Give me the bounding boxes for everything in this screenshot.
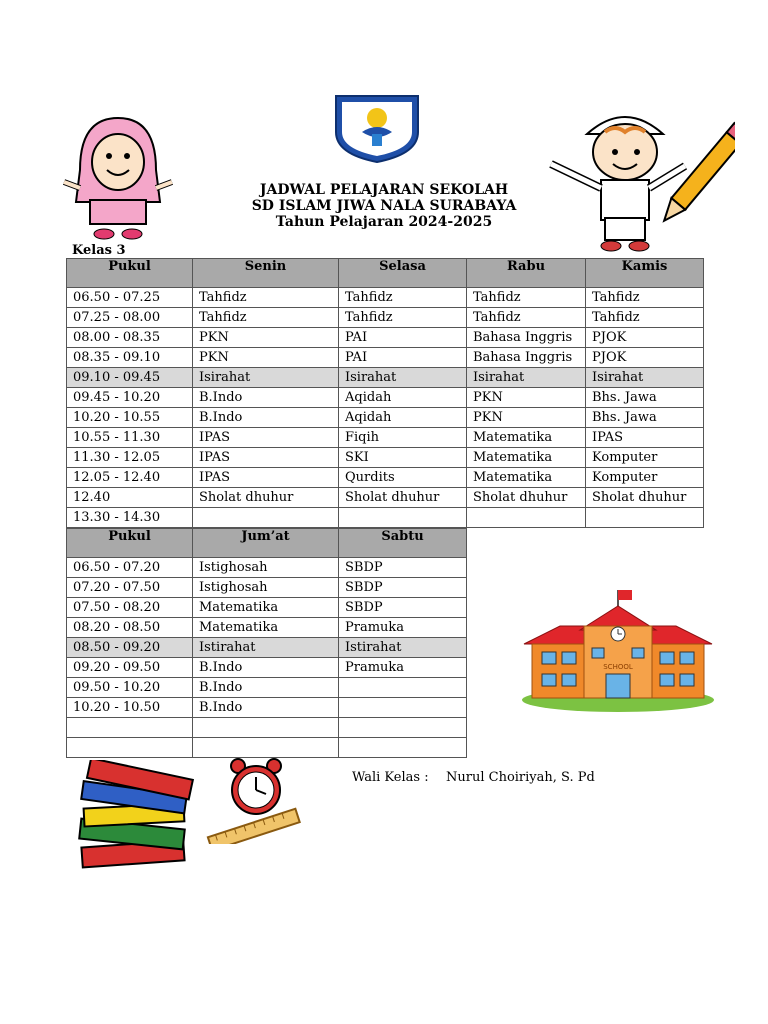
header-sabtu: Sabtu [339,529,467,558]
header-jumat: Jum’at [193,529,339,558]
table-cell: Matematika [467,468,586,488]
table-cell: Sholat dhuhur [339,488,467,508]
time-cell: 12.40 [67,488,193,508]
table-cell [586,508,704,528]
table-row [67,328,704,348]
table-cell: Tahfidz [586,308,704,328]
time-cell: 07.20 - 07.50 [67,578,193,598]
time-cell: 08.20 - 08.50 [67,618,193,638]
table-cell: SKI [339,448,467,468]
header-rabu: Rabu [467,259,586,288]
books-stack-illustration [76,760,202,870]
table-row [67,448,704,468]
table-cell: Bahasa Inggris [467,348,586,368]
table-cell: Tahfidz [467,288,586,308]
boy-cartoon-illustration [545,104,735,256]
table-row [67,508,704,528]
table-cell: B.Indo [193,658,339,678]
school-name: SD ISLAM JIWA NALA SURABAYA [251,198,517,214]
table-cell: PJOK [586,348,704,368]
table-cell: Istighosah [193,558,339,578]
table-cell: PJOK [586,328,704,348]
table-row [67,698,467,718]
table-cell: Bahasa Inggris [467,328,586,348]
table-cell: PKN [193,328,339,348]
table-row [67,738,467,758]
table-cell: Isirahat [467,368,586,388]
school-sign-text: SCHOOL [603,663,633,671]
table-cell [339,508,467,528]
table-row [67,408,704,428]
time-cell [67,738,193,758]
table-cell: Istirahat [193,638,339,658]
table-cell: Isirahat [193,368,339,388]
table-cell [339,718,467,738]
table-cell: Bhs. Jawa [586,388,704,408]
time-cell: 08.00 - 08.35 [67,328,193,348]
table-row [67,598,467,618]
table-cell: Qurdits [339,468,467,488]
school-building-illustration [520,586,716,714]
table-cell: IPAS [193,428,339,448]
table-row [67,308,704,328]
table-cell: SBDP [339,598,467,618]
time-cell: 10.20 - 10.50 [67,698,193,718]
header-selasa: Selasa [339,259,467,288]
header-kamis: Kamis [586,259,704,288]
table-header-row [67,259,704,288]
table-cell: Tahfidz [339,288,467,308]
table-cell: PKN [193,348,339,368]
school-emblem-logo [332,92,422,164]
time-cell: 07.50 - 08.20 [67,598,193,618]
table-cell: Istirahat [339,638,467,658]
table-cell [193,508,339,528]
table-row [67,348,704,368]
time-cell: 09.45 - 10.20 [67,388,193,408]
table-cell: B.Indo [193,408,339,428]
table-cell: B.Indo [193,698,339,718]
time-cell: 06.50 - 07.20 [67,558,193,578]
schedule-title: JADWAL PELAJARAN SEKOLAH [259,182,509,198]
table-cell: Matematika [193,598,339,618]
time-cell: 06.50 - 07.25 [67,288,193,308]
header-pukul: Pukul [67,259,193,288]
table-cell: Komputer [586,448,704,468]
break-row [67,368,704,388]
time-cell: 09.20 - 09.50 [67,658,193,678]
table-cell [339,678,467,698]
table-cell: Isirahat [586,368,704,388]
wali-kelas-name: Nurul Choiriyah, S. Pd [446,770,595,785]
table-cell [467,508,586,528]
table-cell: Tahfidz [467,308,586,328]
table-row [67,558,467,578]
table-cell: PKN [467,388,586,408]
table-cell: PAI [339,348,467,368]
break-row [67,638,467,658]
table-cell: IPAS [586,428,704,448]
alarm-clock-ruler-illustration [206,758,302,844]
table-cell: SBDP [339,578,467,598]
table-cell: PAI [339,328,467,348]
table-cell [339,698,467,718]
table-cell: SBDP [339,558,467,578]
time-cell: 08.50 - 09.20 [67,638,193,658]
time-cell: 10.55 - 11.30 [67,428,193,448]
table-row [67,718,467,738]
wali-kelas-label: Wali Kelas : [352,770,429,785]
table-row [67,468,704,488]
table-cell: Aqidah [339,408,467,428]
class-label: Kelas 3 [72,243,126,258]
table-cell: Tahfidz [193,288,339,308]
table-cell: Isirahat [339,368,467,388]
table-cell: Matematika [467,428,586,448]
time-cell: 09.10 - 09.45 [67,368,193,388]
table-cell: Sholat dhuhur [467,488,586,508]
table-row [67,658,467,678]
table-cell: Pramuka [339,618,467,638]
table-cell: Komputer [586,468,704,488]
table-cell: IPAS [193,448,339,468]
table-row [67,388,704,408]
table-cell: Aqidah [339,388,467,408]
table-cell: Pramuka [339,658,467,678]
table-header-row [67,529,467,558]
table-cell: Tahfidz [193,308,339,328]
time-cell: 07.25 - 08.00 [67,308,193,328]
table-cell: Matematika [467,448,586,468]
table-cell: Matematika [193,618,339,638]
table-row [67,678,467,698]
table-cell: Tahfidz [586,288,704,308]
table-cell: B.Indo [193,678,339,698]
table-row [67,618,467,638]
time-cell: 10.20 - 10.55 [67,408,193,428]
table-cell: Bhs. Jawa [586,408,704,428]
table-cell: Fiqih [339,428,467,448]
table-cell: IPAS [193,468,339,488]
table-cell: Istighosah [193,578,339,598]
table-cell: Sholat dhuhur [586,488,704,508]
time-cell: 12.05 - 12.40 [67,468,193,488]
weekday-schedule-table [66,258,704,528]
table-cell [193,718,339,738]
table-cell [339,738,467,758]
table-cell: PKN [467,408,586,428]
table-cell: B.Indo [193,388,339,408]
time-cell: 09.50 - 10.20 [67,678,193,698]
time-cell: 08.35 - 09.10 [67,348,193,368]
time-cell [67,718,193,738]
table-cell: Sholat dhuhur [193,488,339,508]
weekend-schedule-table [66,528,467,758]
time-cell: 13.30 - 14.30 [67,508,193,528]
table-row [67,578,467,598]
table-cell [193,738,339,758]
table-cell: Tahfidz [339,308,467,328]
table-row [67,488,704,508]
academic-year: Tahun Pelajaran 2024-2025 [275,214,493,230]
time-cell: 11.30 - 12.05 [67,448,193,468]
table-row [67,288,704,308]
header-pukul: Pukul [67,529,193,558]
table-row [67,428,704,448]
header-senin: Senin [193,259,339,288]
